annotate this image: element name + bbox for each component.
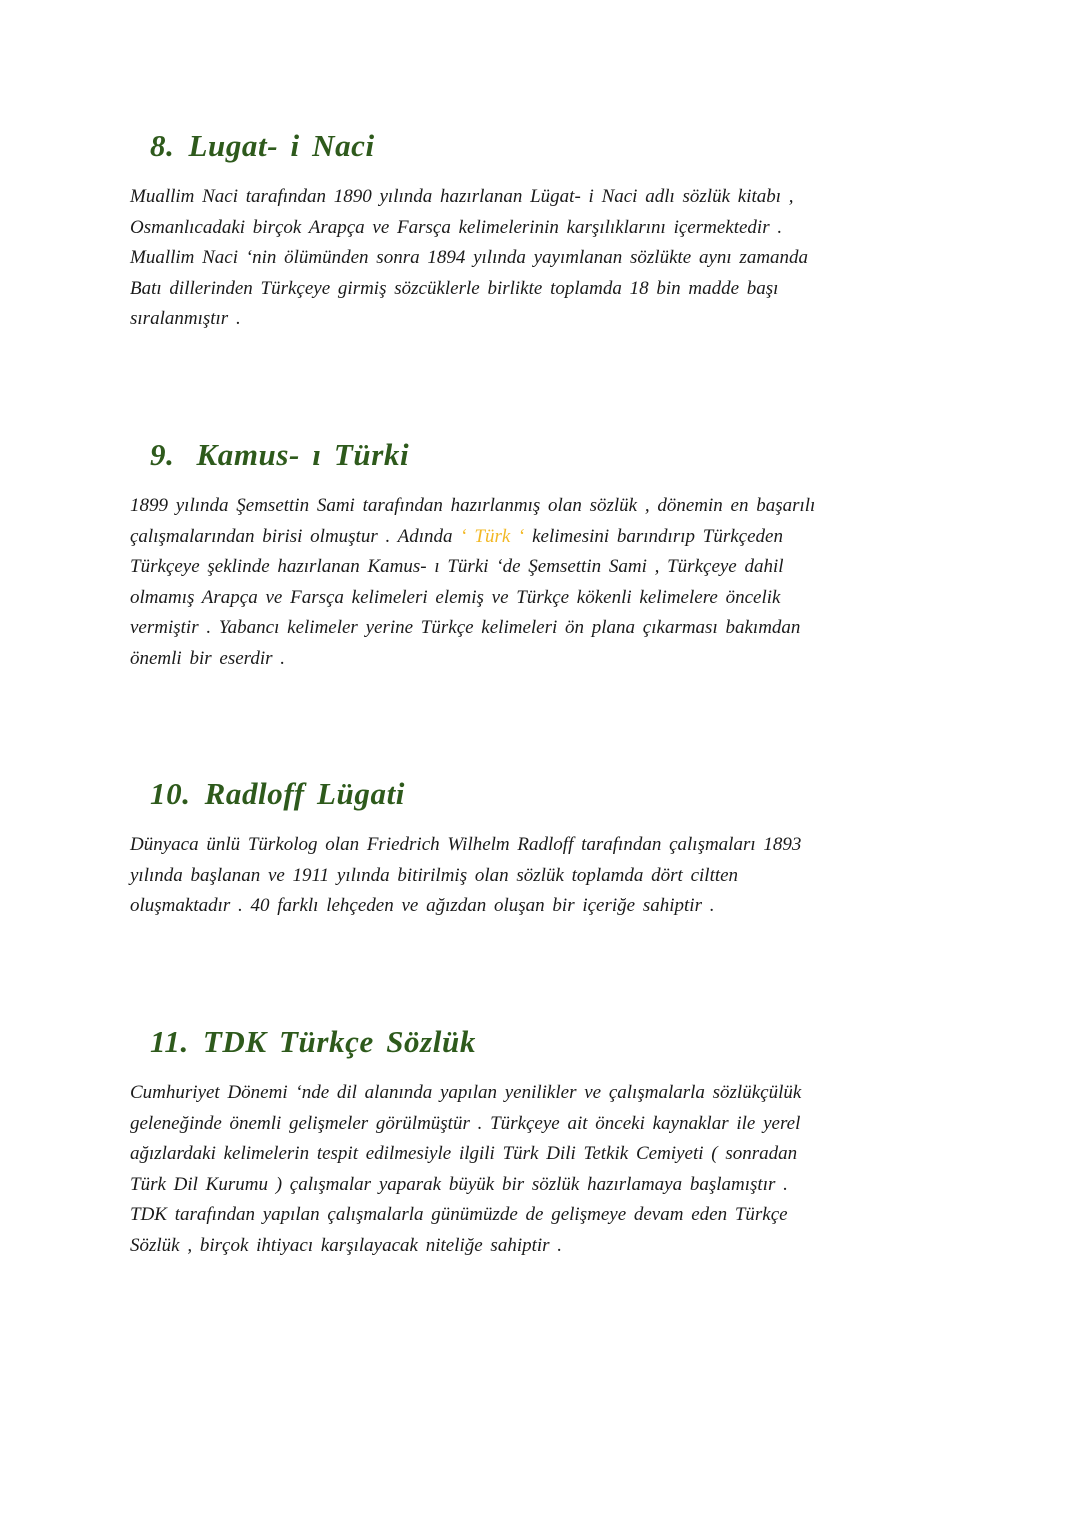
paragraph-line: 1899 yılında Şemsettin Sami tarafından hazırlanmış olan sözlük , dönemin en başarılı: [130, 495, 816, 516]
paragraph-line: Cumhuriyet Dönemi ‘nde dil alanında yapılan yenilikler ve çalışmalarla sözlükçülük: [130, 1082, 802, 1103]
paragraph-text: çalışmalarından birisi olmuştur . Adında: [130, 525, 461, 547]
paragraph-line: Batı dillerinden Türkçeye girmiş sözcüklerle birlikte toplamda 18 bin madde başı: [130, 277, 779, 299]
section-number: 9.: [150, 437, 175, 472]
paragraph-line: Muallim Naci tarafından 1890 yılında hazırlanan Lügat- i Naci adlı sözlük kitabı ,: [130, 186, 794, 207]
section-heading: [150, 128, 950, 164]
paragraph-line: Dünyaca ünlü Türkolog olan Friedrich Wilhelm Radloff tarafından çalışmaları 1893: [130, 834, 802, 855]
section-heading: [150, 1024, 950, 1060]
paragraph-line: sıralanmıştır .: [130, 308, 241, 329]
paragraph-line: Osmanlıcadaki birçok Arapça ve Farsça kelimelerinin karşılıklarını içermektedir .: [130, 216, 783, 238]
paragraph-line: TDK tarafından yapılan çalışmalarla günümüzde de gelişmeye devam eden Türkçe: [130, 1204, 788, 1225]
paragraph-line: yılında başlanan ve 1911 yılında bitirilmiş olan sözlük toplamda dört ciltten: [130, 864, 739, 886]
section-title: Lugat- i Naci: [188, 128, 375, 163]
section-kamus-i-turki: [130, 437, 950, 674]
paragraph-line: önemli bir eserdir .: [130, 647, 286, 669]
paragraph-line: vermiştir . Yabancı kelimeler yerine Türkçe kelimeleri ön plana çıkarması bakımdan: [130, 617, 801, 638]
section-paragraph: [130, 491, 950, 674]
highlighted-word: ‘ Türk ‘: [460, 525, 525, 547]
paragraph-text: kelimesini barındırıp Türkçeden: [524, 525, 783, 547]
section-lugat-i-naci: [130, 128, 950, 335]
paragraph-line: Muallim Naci ‘nin ölümünden sonra 1894 yılında yayımlanan sözlükte aynı zamanda: [130, 247, 809, 268]
paragraph-line: Türk Dil Kurumu ) çalışmalar yaparak büyük bir sözlük hazırlamaya başlamıştır .: [130, 1173, 788, 1195]
section-title: Kamus- ı Türki: [196, 437, 410, 472]
section-number: 10.: [150, 776, 191, 811]
section-paragraph: [130, 1078, 950, 1261]
section-title: Radloff Lügati: [204, 776, 405, 811]
paragraph-line: Sözlük , birçok ihtiyacı karşılayacak niteliğe sahiptir .: [130, 1234, 563, 1256]
section-paragraph: [130, 830, 950, 922]
section-title: TDK Türkçe Sözlük: [202, 1024, 476, 1059]
section-paragraph: [130, 182, 950, 335]
section-number: 8.: [150, 128, 175, 163]
section-tdk-turkce-sozluk: [130, 1024, 950, 1261]
section-number: 11.: [150, 1024, 189, 1059]
paragraph-line: ağızlardaki kelimelerin tespit edilmesiyle ilgili Türk Dili Tetkik Cemiyeti ( sonradan: [130, 1143, 798, 1164]
paragraph-line: olmamış Arapça ve Farsça kelimeleri elemiş ve Türkçe kökenli kelimelere öncelik: [130, 586, 781, 608]
section-radloff-lugati: [130, 776, 950, 922]
section-heading: [150, 437, 950, 473]
section-heading: [150, 776, 950, 812]
paragraph-line: [130, 522, 950, 553]
paragraph-line: Türkçeye şeklinde hazırlanan Kamus- ı Türki ‘de Şemsettin Sami , Türkçeye dahil: [130, 556, 784, 577]
paragraph-line: geleneğinde önemli gelişmeler görülmüştür . Türkçeye ait önceki kaynaklar ile yerel: [130, 1112, 801, 1134]
paragraph-line: oluşmaktadır . 40 farklı lehçeden ve ağızdan oluşan bir içeriğe sahiptir .: [130, 895, 715, 916]
